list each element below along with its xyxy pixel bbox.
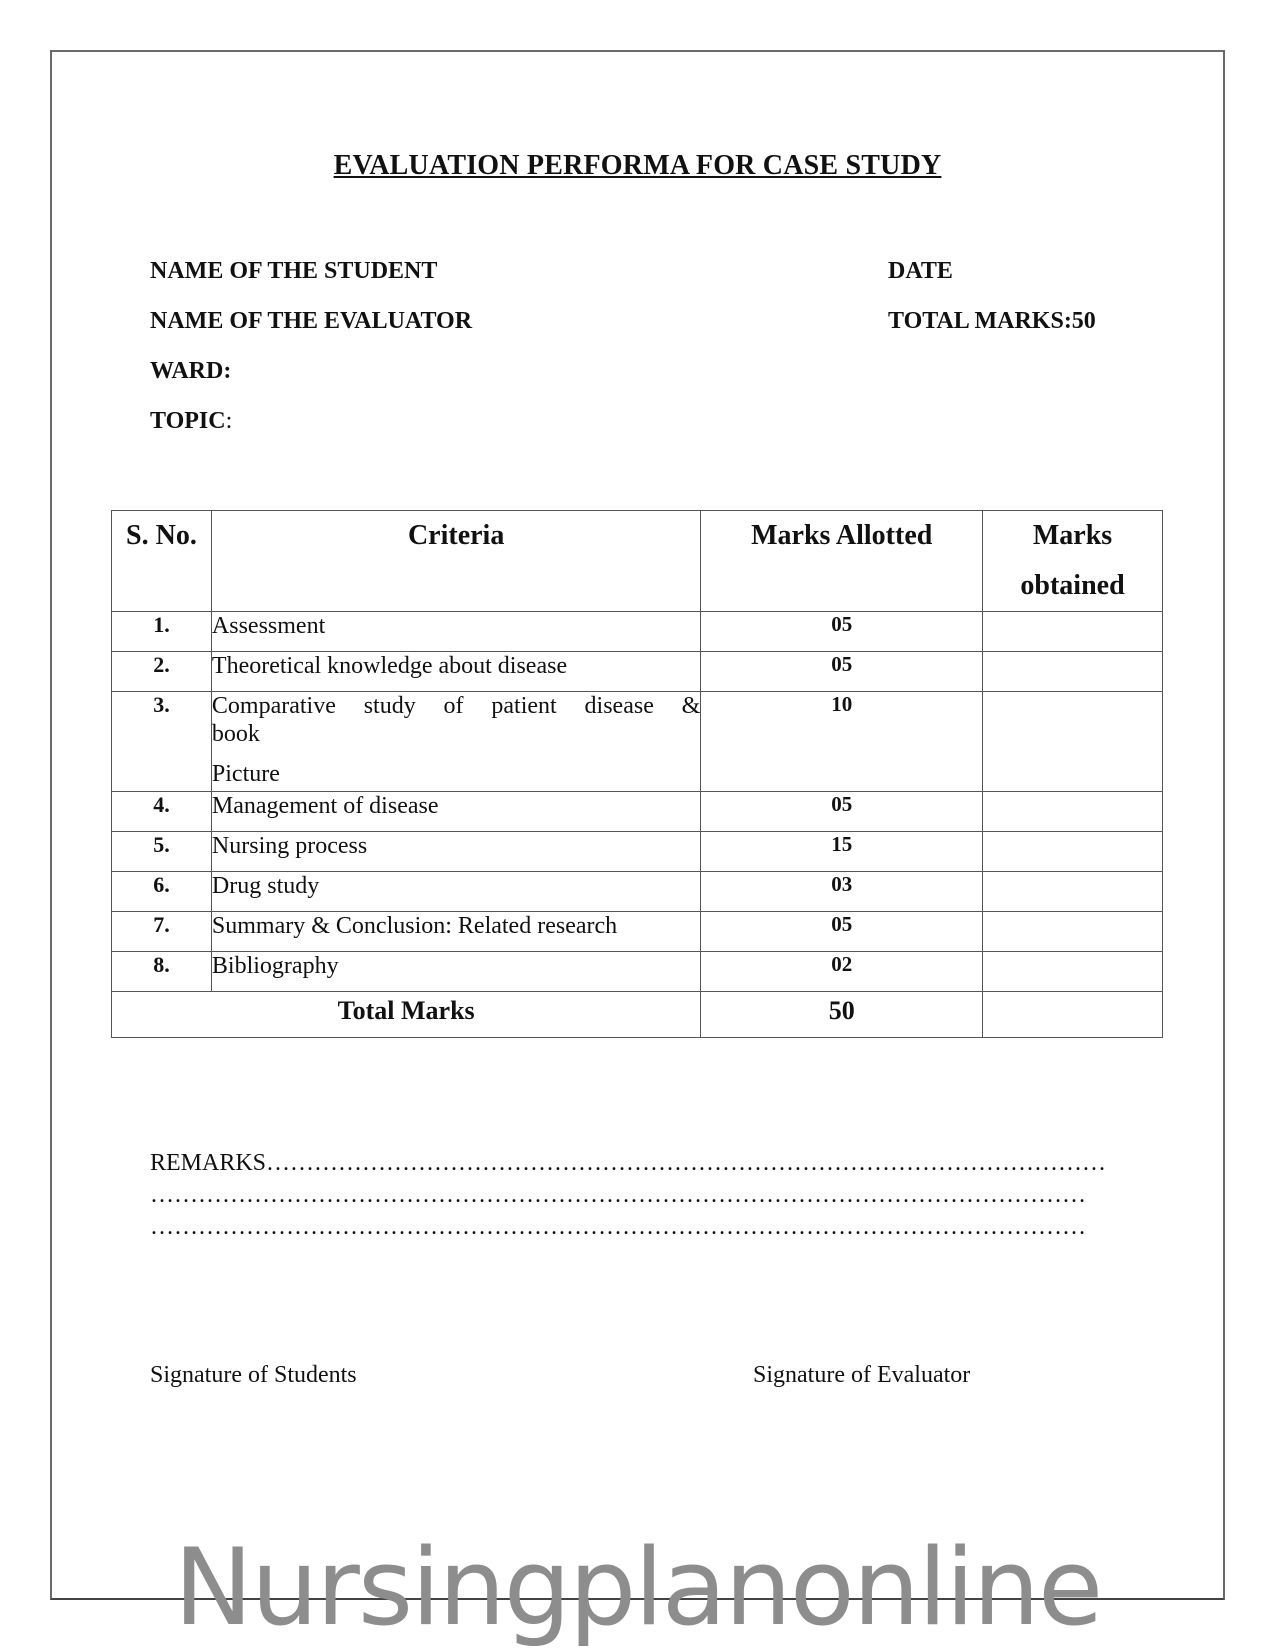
table-row [112, 692, 1163, 792]
row-marks-obtained-cell[interactable] [983, 652, 1163, 692]
total-marks-value: 50 [701, 992, 983, 1038]
row-criteria-line3: Picture [211, 761, 280, 787]
student-signature-label: Signature of Students [150, 1362, 357, 1388]
row-marks-obtained-cell[interactable] [983, 612, 1163, 652]
row-sno: 4. [112, 792, 212, 832]
table-row [112, 612, 1163, 652]
table-row [112, 872, 1163, 912]
row-sno: 8. [112, 952, 212, 992]
row-criteria: Summary & Conclusion: Related research [211, 912, 700, 952]
remarks-line-1: REMARKS…………………………………………………………………………………………… [150, 1150, 1107, 1176]
row-sno: 6. [112, 872, 212, 912]
row-marks-obtained-cell[interactable] [983, 872, 1163, 912]
row-marks-obtained-cell[interactable] [983, 952, 1163, 992]
table-header-row [112, 511, 1163, 612]
header-marks-obtained-line2: obtained [1020, 570, 1125, 601]
row-criteria: Bibliography [211, 952, 700, 992]
row-criteria: Assessment [211, 612, 700, 652]
header-marks-obtained-line1: Marks [1032, 520, 1113, 551]
row-marks-obtained-cell[interactable] [983, 692, 1163, 792]
header-marks-obtained [983, 511, 1163, 612]
row-marks-allotted: 02 [701, 952, 983, 992]
row-criteria-line2: book [211, 721, 260, 747]
table-row [112, 832, 1163, 872]
topic-colon: : [225, 408, 233, 434]
header-sno: S. No. [112, 511, 212, 612]
row-sno: 1. [112, 612, 212, 652]
row-marks-obtained-cell[interactable] [983, 792, 1163, 832]
table-row [112, 652, 1163, 692]
row-marks-allotted: 05 [701, 792, 983, 832]
row-marks-obtained-cell[interactable] [983, 832, 1163, 872]
student-name-label: NAME OF THE STUDENT [150, 258, 438, 284]
total-marks-obtained-cell[interactable] [983, 992, 1163, 1038]
row-sno: 5. [112, 832, 212, 872]
row-sno: 7. [112, 912, 212, 952]
row-criteria: Drug study [211, 872, 700, 912]
row-marks-allotted: 05 [701, 912, 983, 952]
evaluator-name-label: NAME OF THE EVALUATOR [150, 308, 473, 334]
evaluator-signature-label: Signature of Evaluator [753, 1362, 971, 1388]
row-criteria: Management of disease [211, 792, 700, 832]
document-title: EVALUATION PERFORMA FOR CASE STUDY [333, 150, 942, 181]
row-sno: 2. [112, 652, 212, 692]
row-marks-allotted: 03 [701, 872, 983, 912]
date-label: DATE [888, 258, 953, 284]
row-marks-allotted: 15 [701, 832, 983, 872]
header-marks-allotted: Marks Allotted [701, 511, 983, 612]
total-marks-row-label: Total Marks [112, 992, 701, 1038]
total-marks-label: TOTAL MARKS:50 [888, 308, 1096, 334]
row-criteria: Nursing process [211, 832, 700, 872]
topic-field [150, 408, 232, 435]
header-criteria: Criteria [211, 511, 700, 612]
table-row [112, 952, 1163, 992]
row-criteria [211, 692, 700, 792]
table-row [112, 912, 1163, 952]
ward-label: WARD: [150, 358, 232, 384]
row-marks-allotted: 10 [701, 692, 983, 792]
remarks-line-2: ……………………………………………………………………………………………………… [150, 1182, 1086, 1208]
evaluation-table [111, 510, 1163, 1038]
row-marks-allotted: 05 [701, 652, 983, 692]
row-criteria-line1: Comparative study of patient disease & [211, 693, 701, 719]
remarks-line-3: ……………………………………………………………………………………………………… [150, 1214, 1086, 1240]
watermark: Nursingplanonline [173, 1526, 1102, 1649]
row-marks-allotted: 05 [701, 612, 983, 652]
row-criteria: Theoretical knowledge about disease [211, 652, 700, 692]
table-row [112, 792, 1163, 832]
topic-label: TOPIC [150, 408, 226, 434]
row-marks-obtained-cell[interactable] [983, 912, 1163, 952]
total-row [112, 992, 1163, 1038]
row-sno: 3. [112, 692, 212, 792]
